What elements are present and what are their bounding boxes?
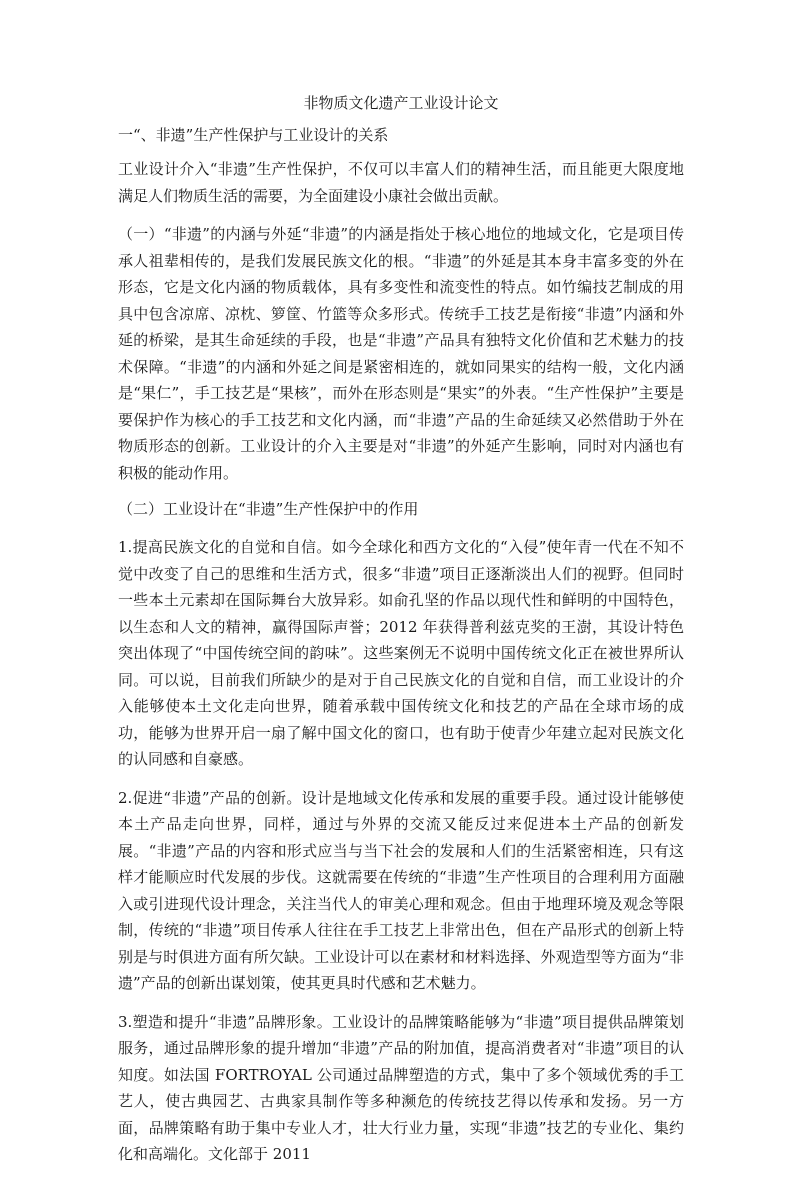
document-title: 非物质文化遗产工业设计论文 bbox=[303, 94, 499, 112]
part2-heading: （二）工业设计在“非遗”生产性保护中的作用 bbox=[118, 500, 419, 518]
intro-paragraph: 工业设计介入“非遗”生产性保护，不仅可以丰富人们的精神生活，而且能更大限度地满足人们物质生活的需要，为全面建设小康社会做出贡献。 bbox=[118, 160, 684, 205]
point1-paragraph: 1.提高民族文化的自觉和自信。如今全球化和西方文化的“入侵”使年青一代在不知不觉中改变了自己的思维和生活方式，很多“非遗”项目正逐渐淡出人们的视野。但同时一些本土元素却在国际舞台大放异彩。如俞孔坚的作品以现代性和鲜明的中国特色，以生态和人文的精神，赢得国际声誉；2012 年获得普利兹克奖的王澍，其设计特色突出体现了“中国传统空间的韵味”。这些案例无不说明中国传统文化正在被世界所认同。可以说，目前我们所缺少的是对于自己民族文化的自觉和自信，而工业设计的介入能够使本土文化走向世界，随着承载中国传统文化和技艺的产品在全球市场的成功，能够为世界开启一扇了解中国文化的窗口，也有助于使青少年建立起对民族文化的认同感和自豪感。 bbox=[118, 538, 684, 768]
point3-paragraph: 3.塑造和提升“非遗”品牌形象。工业设计的品牌策略能够为“非遗”项目提供品牌策划服务，通过品牌形象的提升增加“非遗”产品的附加值，提高消费者对“非遗”项目的认知度。如法国 FORTROYAL 公司通过品牌塑造的方式，集中了多个领域优秀的手工艺人，使古典园艺、古典家具制作等多种濒危的传统技艺得以传承和发扬。另一方面，品牌策略有助于集中专业人才，壮大行业力量，实现“非遗”技艺的专业化、集约化和高端化。文化部于 2011 bbox=[118, 1012, 684, 1163]
section-heading: 一“、非遗”生产性保护与工业设计的关系 bbox=[118, 126, 389, 144]
document-page bbox=[118, 92, 684, 1180]
part1-paragraph: （一）“非遗”的内涵与外延“非遗”的内涵是指处于核心地位的地域文化，它是项目传承人祖辈相传的，是我们发展民族文化的根。“非遗”的外延是其本身丰富多变的外在形态，它是文化内涵的物质载体，具有多变性和流变性的特点。如竹编技艺制成的用具中包含凉席、凉枕、箩筐、竹篮等众多形式。传统手工技艺是衔接“非遗”内涵和外延的桥梁，是其生命延续的手段，也是“非遗”产品具有独特文化价值和艺术魅力的技术保障。“非遗”的内涵和外延之间是紧密相连的，就如同果实的结构一般，文化内涵是“果仁”，手工技艺是“果核”，而外在形态则是“果实”的外表。“生产性保护”主要是要保护作为核心的手工技艺和文化内涵，而“非遗”产品的生命延续又必然借助于外在物质形态的创新。工业设计的介入主要是对“非遗”的外延产生影响，同时对内涵也有积极的能动作用。 bbox=[118, 225, 684, 482]
point2-paragraph: 2.促进“非遗”产品的创新。设计是地域文化传承和发展的重要手段。通过设计能够使本土产品走向世界，同样，通过与外界的交流又能反过来促进本土产品的创新发展。“非遗”产品的内容和形式应当与当下社会的发展和人们的生活紧密相连，只有这样才能顺应时代发展的步伐。这就需要在传统的“非遗”生产性项目的合理利用方面融入或引进现代设计理念，关注当代人的审美心理和观念。但由于地理环境及观念等限制，传统的“非遗”项目传承人往往在手工技艺上非常出色，但在产品形式的创新上特别是与时俱进方面有所欠缺。工业设计可以在素材和材料选择、外观造型等方面为“非遗”产品的创新出谋划策，使其更具时代感和艺术魅力。 bbox=[118, 788, 684, 992]
